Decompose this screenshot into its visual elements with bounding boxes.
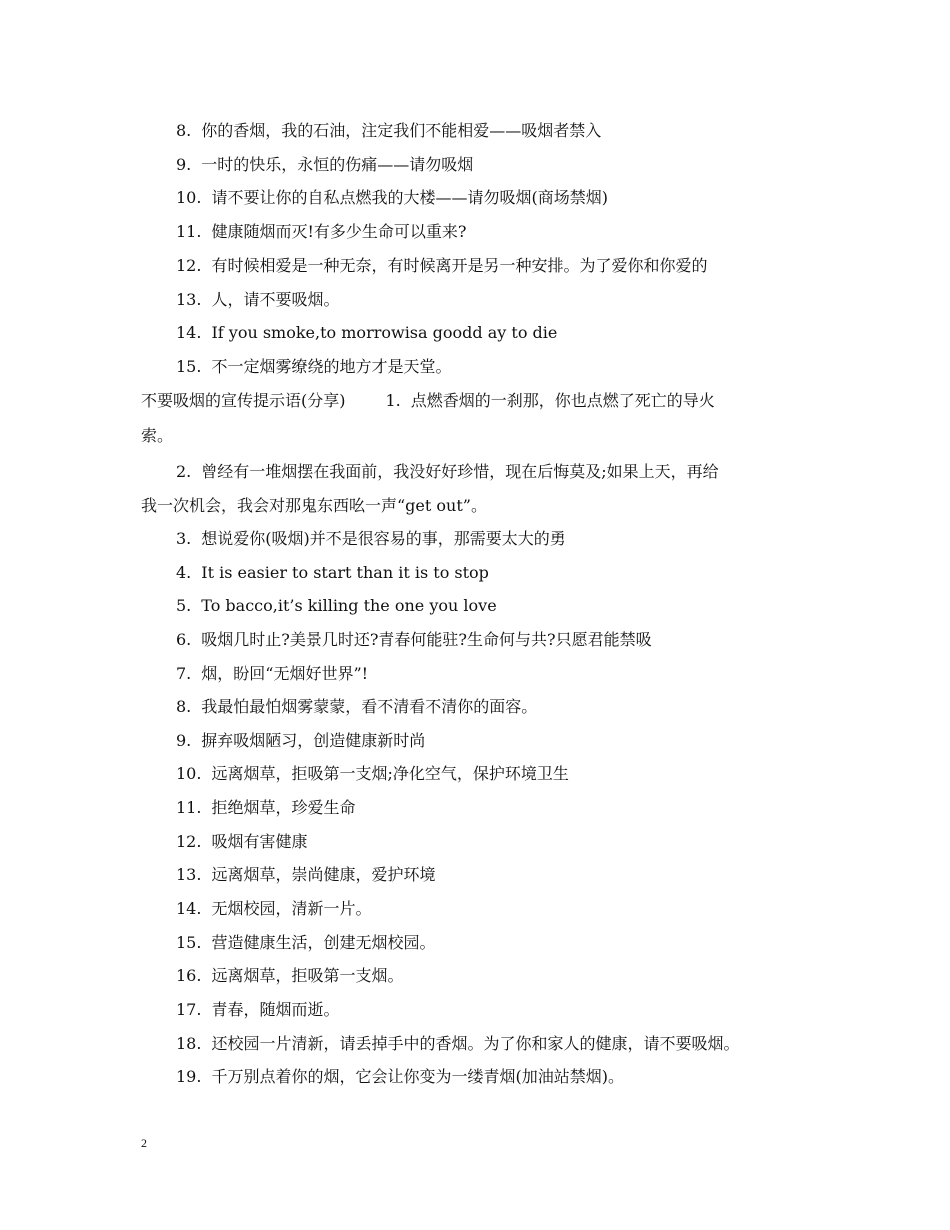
page-number: 2 bbox=[141, 1136, 147, 1150]
list-item: 13. 远离烟草，崇尚健康，爱护环境 bbox=[176, 865, 436, 884]
list-item: 19. 千万别点着你的烟，它会让你变为一缕青烟(加油站禁烟)。 bbox=[176, 1067, 624, 1086]
section-heading-line: 不要吸烟的宣传提示语(分享) 1. 点燃香烟的一刹那，你也点燃了死亡的导火 bbox=[141, 391, 715, 410]
list-item: 13. 人，请不要吸烟。 bbox=[176, 290, 340, 309]
list-item: 9. 摒弃吸烟陋习，创造健康新时尚 bbox=[176, 731, 426, 750]
list-item: 15. 营造健康生活，创建无烟校园。 bbox=[176, 933, 436, 952]
list-item: 8. 你的香烟，我的石油，注定我们不能相爱——吸烟者禁入 bbox=[176, 121, 602, 140]
section-title: 不要吸烟的宣传提示语(分享) bbox=[141, 391, 346, 410]
list-item: 12. 有时候相爱是一种无奈，有时候离开是另一种安排。为了爱你和你爱的 bbox=[176, 256, 708, 275]
list-item: 5. To bacco,it’s killing the one you love bbox=[176, 596, 497, 615]
list-item: 17. 青春，随烟而逝。 bbox=[176, 1000, 340, 1019]
list-item: 2. 曾经有一堆烟摆在我面前，我没好好珍惜，现在后悔莫及;如果上天，再给 bbox=[176, 462, 719, 481]
list-item: 8. 我最怕最怕烟雾蒙蒙，看不清看不清你的面容。 bbox=[176, 697, 538, 716]
list-item: 10. 请不要让你的自私点燃我的大楼——请勿吸烟(商场禁烟) bbox=[176, 188, 608, 207]
list-item: 10. 远离烟草，拒吸第一支烟;净化空气，保护环境卫生 bbox=[176, 764, 569, 783]
list-item: 6. 吸烟几时止?美景几时还?青春何能驻?生命何与共?只愿君能禁吸 bbox=[176, 630, 652, 649]
list-item: 14. If you smoke,to morrowisa goodd ay to die bbox=[176, 323, 558, 342]
paragraph-continuation: 索。 bbox=[141, 426, 174, 445]
list-item: 18. 还校园一片清新，请丢掉手中的香烟。为了你和家人的健康，请不要吸烟。 bbox=[176, 1034, 740, 1053]
list-item: 7. 烟，盼回“无烟好世界”! bbox=[176, 664, 369, 683]
paragraph-continuation: 我一次机会，我会对那鬼东西吆一声“get out”。 bbox=[141, 496, 487, 515]
list-item: 14. 无烟校园，清新一片。 bbox=[176, 899, 372, 918]
list-item: 16. 远离烟草，拒吸第一支烟。 bbox=[176, 966, 404, 985]
list-item: 12. 吸烟有害健康 bbox=[176, 832, 308, 851]
list-item: 4. It is easier to start than it is to stop bbox=[176, 563, 489, 582]
list-item: 9. 一时的快乐，永恒的伤痛——请勿吸烟 bbox=[176, 155, 474, 174]
list-item: 3. 想说爱你(吸烟)并不是很容易的事，那需要太大的勇 bbox=[176, 529, 566, 548]
list-item: 11. 健康随烟而灭!有多少生命可以重来? bbox=[176, 222, 467, 241]
list-item: 15. 不一定烟雾缭绕的地方才是天堂。 bbox=[176, 357, 452, 376]
list-item: 11. 拒绝烟草，珍爱生命 bbox=[176, 798, 356, 817]
